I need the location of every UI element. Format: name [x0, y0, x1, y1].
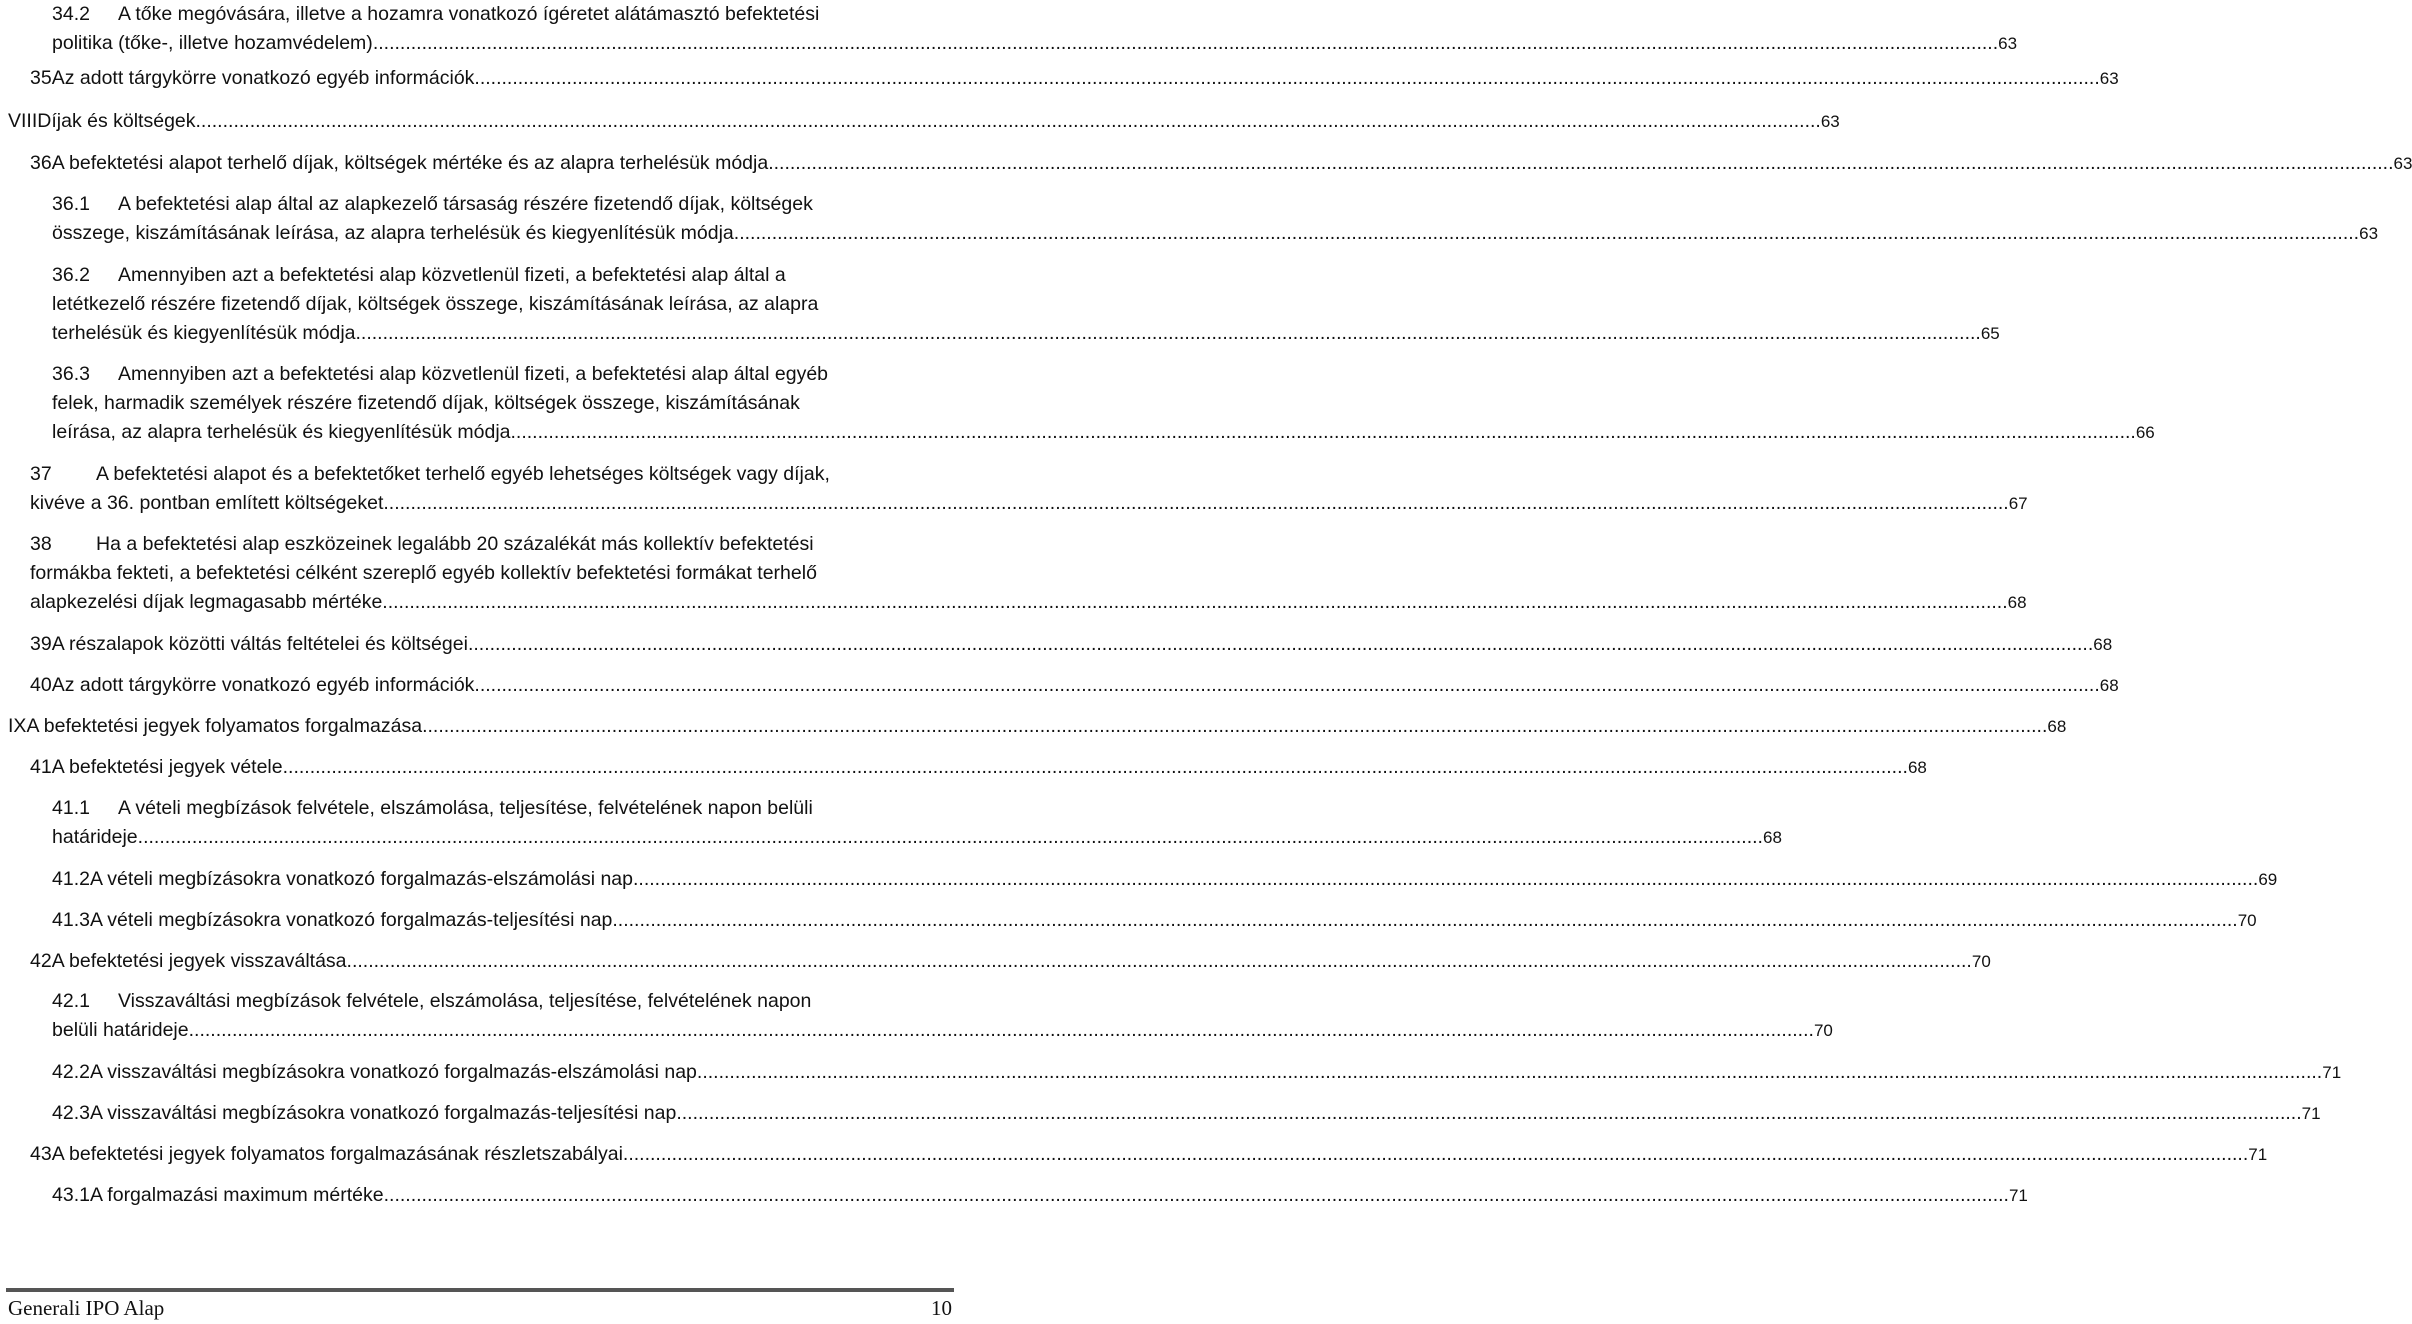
- dot-leader: ............................................................................................................................................................................................................................................................................................................: [382, 591, 2008, 613]
- toc-number: 36: [30, 152, 52, 174]
- toc-number: VIII: [8, 110, 38, 132]
- toc-entry[interactable]: [52, 190, 2379, 248]
- toc-page-number: 71: [2008, 1186, 2028, 1205]
- dot-leader: ............................................................................................................................................................................................................................................................................................................: [383, 1184, 2009, 1206]
- toc-page-number: 68: [2093, 635, 2113, 654]
- toc-title-line: A forgalmazási maximum mértéke: [89, 1184, 384, 1206]
- toc-number: 36.2: [52, 264, 90, 286]
- dot-leader: ............................................................................................................................................................................................................................................................................................................: [696, 1061, 2323, 1083]
- toc-page-number: 63: [2099, 69, 2119, 88]
- toc-entry[interactable]: [30, 1140, 2268, 1169]
- toc-title-line: Díjak és költségek: [37, 110, 196, 132]
- dot-leader: ............................................................................................................................................................................................................................................................................................................: [510, 421, 2136, 443]
- toc-entry[interactable]: [30, 753, 1927, 782]
- toc-entry[interactable]: [30, 530, 2027, 617]
- toc-number: 38: [30, 533, 52, 555]
- dot-leader: ............................................................................................................................................................................................................................................................................................................: [282, 756, 1908, 778]
- toc-entry[interactable]: [30, 630, 2113, 659]
- toc-title-line: A részalapok közötti váltás feltételei és költségei: [51, 633, 468, 655]
- toc-entry[interactable]: [30, 671, 2119, 700]
- toc-entry[interactable]: [52, 1181, 2028, 1210]
- toc-entry[interactable]: [52, 360, 2155, 447]
- toc-title-line: formákba fekteti, a befektetési célként szereplő egyéb kollektív befektetési formákat terhelő: [30, 562, 817, 584]
- dot-leader: ............................................................................................................................................................................................................................................................................................................: [622, 1143, 2249, 1165]
- toc-page-number: 63: [2359, 224, 2379, 243]
- toc-number: 42.1: [52, 990, 90, 1012]
- toc-page-number: 68: [2007, 593, 2027, 612]
- dot-leader: ............................................................................................................................................................................................................................................................................................................: [372, 32, 1999, 54]
- toc-entry[interactable]: [30, 460, 2028, 518]
- page-footer: [8, 1296, 952, 1321]
- footer-page-number: 10: [931, 1296, 952, 1320]
- dot-leader: ............................................................................................................................................................................................................................................................................................................: [474, 674, 2100, 696]
- toc-number: 35: [30, 67, 52, 89]
- toc-page-number: 70: [2237, 911, 2257, 930]
- toc-title-line: A vételi megbízásokra vonatkozó forgalmazás-teljesítési nap: [89, 909, 613, 931]
- toc-title-line: A vételi megbízások felvétele, elszámolása, teljesítése, felvételének napon belüli: [118, 797, 813, 819]
- toc-title-line: A befektetési jegyek visszaváltása: [51, 950, 347, 972]
- toc-title-line: leírása, az alapra terhelésük és kiegyenlítésük módja: [52, 421, 511, 443]
- toc-page-number: 67: [2008, 494, 2028, 513]
- toc-title-line: A vételi megbízásokra vonatkozó forgalmazás-elszámolási nap: [89, 868, 633, 890]
- toc-title-line: felek, harmadik személyek részére fizetendő díjak, költségek összege, kiszámításának: [52, 392, 800, 414]
- toc-number: 34.2: [52, 3, 90, 25]
- toc-page-number: 68: [1907, 758, 1927, 777]
- toc-number: 43.1: [52, 1184, 90, 1206]
- toc-title-line: kivéve a 36. pontban említett költségeket: [30, 492, 384, 514]
- toc-entry[interactable]: [52, 261, 2000, 348]
- toc-page-number: 70: [1813, 1021, 1833, 1040]
- dot-leader: ............................................................................................................................................................................................................................................................................................................: [733, 222, 2360, 244]
- toc-number: 42.3: [52, 1102, 90, 1124]
- toc-page-number: 68: [2047, 717, 2067, 736]
- toc-title-line: Az adott tárgykörre vonatkozó egyéb információk: [51, 674, 475, 696]
- toc-number: 37: [30, 463, 52, 485]
- toc-page-number: 63: [1820, 112, 1840, 131]
- toc-number: 41: [30, 756, 52, 778]
- toc-title-line: politika (tőke-, illetve hozamvédelem): [52, 32, 373, 54]
- dot-leader: ............................................................................................................................................................................................................................................................................................................: [768, 152, 2394, 174]
- toc-entry[interactable]: [52, 1099, 2321, 1128]
- toc-title-line: A tőke megóvására, illetve a hozamra vonatkozó ígéretet alátámasztó befektetési: [118, 3, 820, 25]
- toc-title-line: Amennyiben azt a befektetési alap közvetlenül fizeti, a befektetési alap által egyéb: [118, 363, 829, 385]
- toc-title-line: Ha a befektetési alap eszközeinek legalább 20 százalékát más kollektív befektetési: [96, 533, 814, 555]
- toc-title-line: alapkezelési díjak legmagasabb mértéke: [30, 591, 383, 613]
- toc-title-line: Amennyiben azt a befektetési alap közvetlenül fizeti, a befektetési alap által a: [118, 264, 786, 286]
- toc-entry[interactable]: [52, 794, 1782, 852]
- toc-title-line: A befektetési jegyek folyamatos forgalmazásának részletszabályai: [51, 1143, 623, 1165]
- toc-entry[interactable]: [52, 906, 2257, 935]
- toc-title-line: terhelésük és kiegyenlítésük módja: [52, 322, 356, 344]
- toc-page-number: 71: [2322, 1063, 2342, 1082]
- toc-page-number: 71: [2248, 1145, 2268, 1164]
- toc-entry[interactable]: [52, 1058, 2342, 1087]
- toc-title-line: Az adott tárgykörre vonatkozó egyéb információk: [51, 67, 475, 89]
- toc-number: 39: [30, 633, 52, 655]
- toc-entry[interactable]: [30, 947, 1991, 976]
- toc-page-number: 68: [1762, 828, 1782, 847]
- toc-page-number: 66: [2135, 423, 2155, 442]
- dot-leader: ............................................................................................................................................................................................................................................................................................................: [467, 633, 2094, 655]
- toc-page-number: 63: [2393, 154, 2412, 173]
- footer-divider: [6, 1288, 954, 1292]
- toc-number: 41.3: [52, 909, 90, 931]
- dot-leader: ............................................................................................................................................................................................................................................................................................................: [632, 868, 2259, 890]
- toc-title-line: A visszaváltási megbízásokra vonatkozó forgalmazás-elszámolási nap: [89, 1061, 697, 1083]
- dot-leader: ............................................................................................................................................................................................................................................................................................................: [195, 110, 1821, 132]
- toc-entry[interactable]: [52, 865, 2278, 894]
- dot-leader: ............................................................................................................................................................................................................................................................................................................: [355, 322, 1981, 344]
- toc-entry[interactable]: [30, 149, 2412, 178]
- dot-leader: ............................................................................................................................................................................................................................................................................................................: [188, 1019, 1814, 1041]
- dot-leader: ............................................................................................................................................................................................................................................................................................................: [422, 715, 2048, 737]
- toc-title-line: A befektetési alapot és a befektetőket terhelő egyéb lehetséges költségek vagy díjak,: [96, 463, 830, 485]
- toc-number: 41.1: [52, 797, 90, 819]
- toc-entry[interactable]: [8, 107, 1840, 136]
- dot-leader: ............................................................................................................................................................................................................................................................................................................: [137, 826, 1763, 848]
- toc-title-line: A visszaváltási megbízásokra vonatkozó forgalmazás-teljesítési nap: [89, 1102, 677, 1124]
- toc-number: 36.1: [52, 193, 90, 215]
- dot-leader: ............................................................................................................................................................................................................................................................................................................: [612, 909, 2238, 931]
- toc-title-line: A befektetési jegyek vétele: [51, 756, 283, 778]
- footer-document-title: Generali IPO Alap: [8, 1296, 165, 1320]
- toc-title-line: A befektetési alap által az alapkezelő társaság részére fizetendő díjak, költségek: [118, 193, 813, 215]
- dot-leader: ............................................................................................................................................................................................................................................................................................................: [676, 1102, 2302, 1124]
- dot-leader: ............................................................................................................................................................................................................................................................................................................: [383, 492, 2009, 514]
- toc-title-line: letétkezelő részére fizetendő díjak, költségek összege, kiszámításának leírása, az alapra: [52, 293, 819, 315]
- toc-number: IX: [8, 715, 27, 737]
- toc-number: 36.3: [52, 363, 90, 385]
- toc-title-line: Visszaváltási megbízások felvétele, elszámolása, teljesítése, felvételének napon: [118, 990, 812, 1012]
- toc-number: 42.2: [52, 1061, 90, 1083]
- toc-number: 43: [30, 1143, 52, 1165]
- toc-page-number: 71: [2301, 1104, 2321, 1123]
- toc-title-line: A befektetési alapot terhelő díjak, költségek mértéke és az alapra terhelésük módja: [51, 152, 769, 174]
- dot-leader: ............................................................................................................................................................................................................................................................................................................: [346, 950, 1972, 972]
- toc-page-number: 70: [1971, 952, 1991, 971]
- toc-number: 41.2: [52, 868, 90, 890]
- dot-leader: ............................................................................................................................................................................................................................................................................................................: [474, 67, 2100, 89]
- toc-title-line: belüli határideje: [52, 1019, 189, 1041]
- toc-entry[interactable]: [52, 0, 2018, 58]
- toc-page-number: 65: [1980, 324, 2000, 343]
- toc-number: 40: [30, 674, 52, 696]
- toc-number: 42: [30, 950, 52, 972]
- toc-title-line: határideje: [52, 826, 138, 848]
- toc-page-number: 69: [2258, 870, 2278, 889]
- toc-entry[interactable]: [8, 712, 2067, 741]
- toc-title-line: összege, kiszámításának leírása, az alapra terhelésük és kiegyenlítésük módja: [52, 222, 734, 244]
- toc-entry[interactable]: [30, 64, 2119, 93]
- toc-entry[interactable]: [52, 987, 1833, 1045]
- toc-page-number: 63: [1998, 34, 2018, 53]
- toc-page-number: 68: [2099, 676, 2119, 695]
- toc-title-line: A befektetési jegyek folyamatos forgalmazása: [26, 715, 423, 737]
